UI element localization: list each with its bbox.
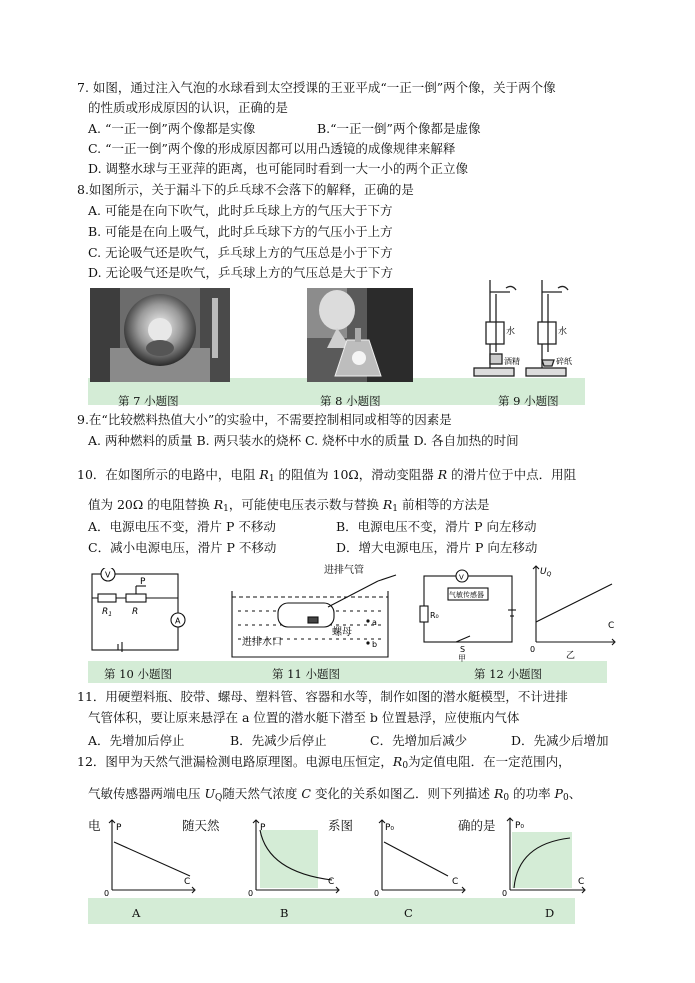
fig9-water-label-left: 水 [506, 327, 516, 337]
q12-graph-b [246, 816, 342, 896]
q10-r1-sub: 1 [268, 474, 275, 484]
q10-stem-line2 [88, 497, 489, 517]
q12-stem-line2 [88, 786, 581, 806]
q12-u-sub: Q [215, 793, 223, 803]
fig11-position-a: a [372, 618, 377, 627]
fig12-caption: 第 12 小题图 [474, 667, 542, 681]
q7-option-c: C. “一正一倒”两个像的形成原因都可以用凸透镜的成像规律来解释 [88, 141, 456, 156]
q12-stem1-pre: 12．图甲为天然气泄漏检测电路原理图。电源电压恒定， [77, 754, 393, 769]
fig7-water-ball-photo [90, 288, 230, 382]
q10-stem1-pre: 10．在如图所示的电路中，电阻 [77, 467, 260, 482]
fig12-c-axis-label: C [608, 621, 615, 631]
q10-option-d: D．增大电源电压，滑片 P 向左移动 [336, 540, 538, 555]
q12-u-symbol: U [204, 786, 216, 801]
q9-stem: 9.在“比较燃料热值大小”的实验中，不需要控制相同或相等的因素是 [77, 412, 452, 427]
q10-r-symbol: R [437, 467, 448, 482]
q11-option-a: A．先增加后停止 [88, 733, 185, 748]
q7-option-b: B.“一正一倒”两个像都是虚像 [317, 121, 481, 136]
fig12-yi-graph [526, 562, 618, 660]
q12-graph-b-letter: B [280, 906, 289, 920]
fig8-funnel-photo [307, 288, 413, 382]
fig9-paper-label: 碎纸 [556, 357, 572, 366]
q12-graph-b-origin: 0 [248, 889, 254, 896]
q12-r-sub: 0 [503, 793, 510, 803]
fig9-water-label-right: 水 [558, 327, 568, 337]
fig12-yi-line [536, 584, 612, 622]
fig11-tube-label: 进排气管 [324, 565, 364, 576]
q10-stem2-pre: 值为 20Ω 的电阻替换 [88, 497, 214, 512]
q12-stem-line1 [77, 754, 571, 774]
q12-r0-sub: 0 [402, 761, 409, 771]
fig10-r-label: R [132, 607, 139, 617]
q9-options: A. 两种燃料的质量 B. 两只装水的烧杯 C. 烧杯中水的质量 D. 各自加热的时间 [88, 433, 519, 448]
fig11-screw-label: 螺母 [332, 627, 352, 638]
q12-c-symbol: C [301, 786, 311, 801]
q12-graph-c-curve [384, 842, 448, 876]
q11-stem-line2: 气管体积，要让原来悬浮在 a 位置的潜水艇下潜至 b 位置悬浮，应使瓶内气体 [88, 710, 520, 725]
fig12-voltmeter-label: V [459, 573, 464, 582]
fig11-inlet-label: 进排水口 [242, 637, 282, 648]
fig10-ammeter-label: A [175, 616, 181, 626]
fig12-r0-label: R₀ [430, 611, 439, 620]
q12-stem1-post: 为定值电阻．在一定范围内， [408, 754, 571, 769]
q12-graph-c-ylabel: P₀ [385, 823, 395, 833]
fig11-caption: 第 11 小题图 [272, 667, 340, 681]
fig7-caption: 第 7 小题图 [118, 394, 179, 408]
q12-graph-a-curve [114, 842, 190, 876]
fig12-jia-circuit [416, 566, 520, 662]
q12-p-sub: 0 [562, 793, 569, 803]
q10-option-b: B．电源电压不变，滑片 P 向左移动 [336, 519, 537, 534]
q7-option-d: D. 调整水球与王亚萍的距离，也可能同时看到一大一小的两个正立像 [88, 161, 469, 176]
fig10-r1-label: $R_1$ [102, 607, 113, 618]
q12-options-band [88, 898, 575, 924]
q10-stem-line1 [77, 467, 576, 487]
fig12-jia-label: 甲 [458, 654, 466, 662]
fig8-caption: 第 8 小题图 [320, 394, 381, 408]
q12-stem2-d: 变化的关系如图乙．则下列描述 [310, 786, 494, 801]
q12-graph-a [102, 816, 198, 896]
q11-stem-line1: 11．用硬塑料瓶、胶带、螺母、塑料管、容器和水等，制作如图的潜水艇模型，不计进排 [77, 689, 568, 704]
q12-line3-fragment-c: 系图 [328, 818, 354, 833]
q12-graph-c-origin: 0 [374, 889, 380, 896]
fig12-sensor-label: 气敏传感器 [449, 591, 484, 599]
q11-option-c: C．先增加后减少 [370, 733, 468, 748]
q7-option-a: A. “一正一倒”两个像都是实像 [88, 121, 256, 136]
q11-option-d: D．先减少后增加 [511, 733, 609, 748]
q10-option-a: A．电源电压不变，滑片 P 不移动 [88, 519, 276, 534]
fig12-switch-label: S [460, 645, 466, 654]
q8-option-b: B. 可能是在向上吸气，此时乒乓球下方的气压小于上方 [88, 224, 393, 239]
q8-option-a: A. 可能是在向下吹气，此时乒乓球上方的气压大于下方 [88, 203, 393, 218]
fig11-position-b: b [372, 640, 378, 649]
q12-stem2-b: 随天然气浓度 [222, 786, 302, 801]
q12-line3-fragment-b: 随天然 [182, 818, 220, 833]
q12-graph-c-xlabel: C [452, 877, 459, 887]
q10-r1-sub-2: 1 [223, 504, 229, 514]
q12-graph-d-origin: 0 [502, 889, 508, 896]
q8-stem: 8.如图所示，关于漏斗下的乒乓球不会落下的解释，正确的是 [77, 182, 414, 197]
q12-r-symbol: R [493, 786, 504, 801]
fig10-voltmeter-label: V [105, 570, 111, 580]
q8-option-d: D. 无论吸气还是吹气，乒乓球上方的气压总是大于下方 [88, 265, 394, 280]
q10-r1-symbol-3: R [382, 497, 393, 512]
fig10-caption: 第 10 小题图 [104, 667, 172, 681]
fig10-circuit-diagram [88, 568, 198, 660]
q12-stem2-a: 气敏传感器两端电压 [88, 786, 205, 801]
q12-graph-a-letter: A [132, 906, 141, 920]
fig12-origin-label: 0 [530, 645, 536, 654]
q12-graph-c [372, 816, 468, 896]
fig9-heating-apparatus [466, 272, 584, 382]
fig9-alcohol-label: 酒精 [504, 357, 520, 366]
q10-stem2-mid: ，可能使电压表示数与替换 [228, 497, 383, 512]
q12-stem2-f: 、 [568, 786, 582, 801]
q12-graph-d-ylabel: P₀ [515, 821, 525, 831]
q12-graph-a-ylabel: P [116, 823, 122, 833]
q12-graph-d-letter: D [545, 906, 555, 920]
q12-graph-d-curve [514, 838, 570, 888]
q12-p-symbol: P [554, 786, 563, 801]
q10-stem1-post: 的滑片位于中点．用阻 [447, 467, 577, 482]
fig12-yi-label: 乙 [566, 651, 576, 660]
q10-r1-sub-3: 1 [392, 504, 398, 514]
q10-stem2-post: 前相等的方法是 [398, 497, 490, 512]
q11-option-b: B．先减少后停止 [230, 733, 327, 748]
fig10-slider-p-label: P [140, 577, 146, 587]
q10-option-c: C．减小电源电压，滑片 P 不移动 [88, 540, 277, 555]
q10-r1-symbol: R [259, 467, 269, 482]
q12-line3-fragment-d: 确的是 [458, 818, 496, 833]
q10-stem1-mid: 的阻值为 10Ω，滑动变阻器 [274, 467, 438, 482]
q12-graph-b-xlabel: C [328, 877, 335, 887]
q12-graph-b-curve [260, 830, 332, 880]
q12-graph-a-xlabel: C [184, 877, 191, 887]
q12-graph-c-letter: C [404, 906, 413, 920]
q8-option-c: C. 无论吸气还是吹气，乒乓球上方的气压总是小于下方 [88, 245, 393, 260]
fig11-submarine-diagram [228, 563, 406, 661]
q12-stem2-e: 的功率 [509, 786, 555, 801]
q7-stem-line2: 的性质或形成原因的认识，正确的是 [88, 100, 289, 115]
q12-line3-fragment-a: 电 [88, 818, 101, 833]
q12-r0-symbol: R [392, 754, 403, 769]
fig12-uq-label: $U_Q$ [540, 567, 552, 578]
q12-graph-a-origin: 0 [104, 889, 110, 896]
q12-graph-b-ylabel: P [260, 823, 266, 833]
q12-graph-d [500, 814, 596, 896]
q7-stem-line1: 7. 如图，通过注入气泡的水球看到太空授课的王亚平成“一正一倒”两个像，关于两个像 [77, 80, 556, 95]
q10-r1-symbol-2: R [213, 497, 224, 512]
q12-graph-d-xlabel: C [578, 877, 585, 887]
fig9-caption: 第 9 小题图 [498, 394, 559, 408]
